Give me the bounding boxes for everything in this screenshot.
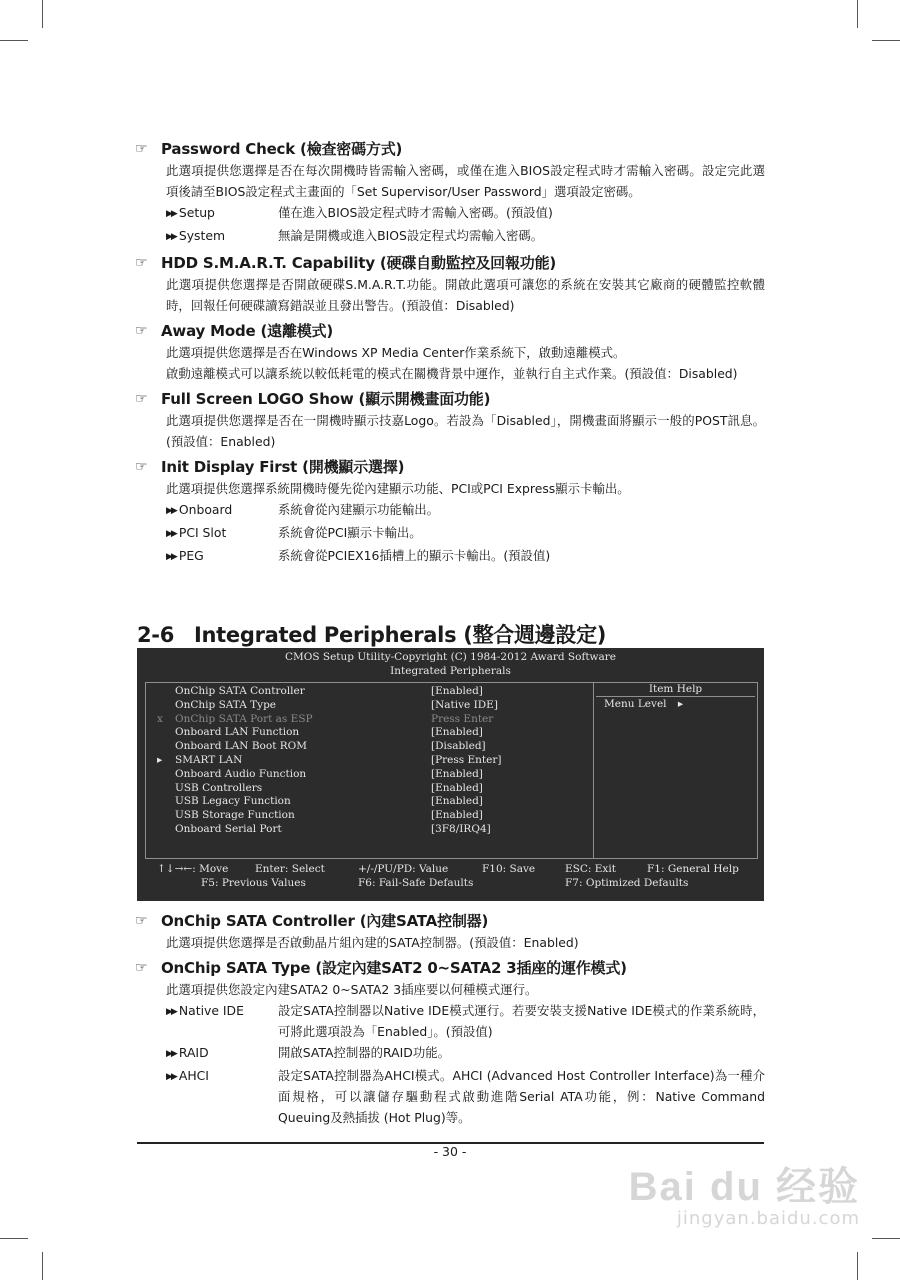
bios-setting-name: OnChip SATA Controller (175, 685, 305, 697)
bios-header-title: CMOS Setup Utility-Copyright (C) 1984-2012 Award Software (284, 651, 617, 663)
option-description: 此選項提供您選擇是否在每次開機時皆需輸入密碼，或僅在進入BIOS設定程式時才需輸入密碼。設定完此選項後請至BIOS設定程式主畫面的「Set Supervisor/User Password」選項設定密碼。 (166, 163, 765, 199)
option-heading (137, 388, 765, 410)
pointing-hand-icon: ☞ (135, 141, 148, 157)
option-choice-value: 系統會從PCI顯示卡輸出。 (278, 525, 422, 540)
option-choice-name: PEG (178, 548, 204, 563)
bios-menu-level (604, 697, 757, 712)
bios-footer-row (157, 862, 764, 876)
bios-setting-value: [Enabled] (431, 767, 483, 780)
footer-key-exit: ESC: Exit (565, 863, 616, 875)
section-title (137, 619, 606, 649)
option-title: OnChip SATA Controller (內建SATA控制器) (161, 912, 489, 930)
option-title: OnChip SATA Type (設定內建SAT2 0~SATA2 3插座的運作模式) (161, 959, 627, 977)
page-number: - 30 - (433, 1144, 467, 1159)
option-choice (166, 1065, 765, 1128)
bios-setting-value: [Enabled] (431, 685, 483, 697)
bios-setting-name: Onboard LAN Function (175, 726, 300, 739)
bios-setting-row (146, 740, 593, 754)
double-arrow-icon: ▶▶ (166, 552, 176, 562)
bios-footer-row (157, 876, 764, 890)
crop-mark (857, 1252, 858, 1280)
option-title: Init Display First (開機顯示選擇) (161, 458, 405, 476)
bios-setting-value: [Press Enter] (431, 753, 502, 766)
footer-key-help: F1: General Help (647, 863, 739, 875)
option-description: 此選項提供您選擇是否啟動晶片組內建的SATA控制器。(預設值：Enabled) (166, 935, 579, 950)
option-choice (166, 202, 765, 225)
bios-screen (137, 648, 764, 901)
bios-setting-value: Press Enter (431, 712, 494, 725)
pointing-hand-icon: ☞ (135, 960, 148, 976)
bios-row-marker: x (157, 712, 163, 725)
option-title: HDD S.M.A.R.T. Capability (硬碟自動監控及回報功能) (161, 254, 557, 272)
option-choice-value: 系統會從內建顯示功能輸出。 (278, 502, 440, 517)
option-choice-value: 僅在進入BIOS設定程式時才需輸入密碼。(預設值) (278, 205, 553, 220)
bios-setting-value: [Enabled] (431, 795, 483, 808)
option-description: 此選項提供您選擇是否在一開機時顯示技嘉Logo。若設為「Disabled」，開機畫面將顯示一般的POST訊息。(預設值：Enabled) (166, 413, 765, 449)
footer-key-previous: F5: Previous Values (201, 877, 306, 889)
bios-setting-value: [Enabled] (431, 726, 483, 739)
footer-key-move: ↑↓→←: Move (157, 863, 229, 875)
footer-key-failsafe: F6: Fail-Safe Defaults (358, 877, 474, 889)
double-arrow-icon: ▶▶ (166, 506, 176, 516)
option-heading (137, 320, 765, 342)
option-heading (137, 456, 765, 478)
option-heading (137, 252, 765, 274)
bios-setting-name: USB Storage Function (175, 809, 295, 822)
pointing-hand-icon: ☞ (135, 459, 148, 475)
option-choice-key (166, 545, 278, 568)
options-top (137, 134, 765, 568)
option-choice-value: 設定SATA控制器為AHCI模式。AHCI (Advanced Host Controller Interface)為一種介面規格，可以讓儲存驅動程式啟動進階Serial ATA功能，例：Native Command Queuing及熱插拔 (Hot Plug)等。 (278, 1068, 765, 1125)
pointing-hand-icon: ☞ (135, 255, 148, 271)
bios-setting-value: [Enabled] (431, 809, 483, 822)
bios-setting-name: Onboard Serial Port (175, 822, 282, 835)
watermark-url: jingyan.baidu.com (676, 1208, 860, 1229)
footer-key-save: F10: Save (482, 863, 536, 875)
pointing-hand-icon: ☞ (135, 391, 148, 407)
bios-setting-name: Onboard LAN Boot ROM (175, 740, 308, 753)
option-choice-key (166, 1042, 278, 1065)
crop-mark (0, 40, 28, 41)
crop-mark (872, 40, 900, 41)
bios-setting-name: OnChip SATA Port as ESP (175, 712, 313, 725)
option-choice-name: RAID (178, 1045, 209, 1060)
option-choice-name: AHCI (178, 1068, 209, 1083)
bios-setting-value: [Native IDE] (431, 698, 498, 711)
watermark (629, 1155, 860, 1229)
bios-setting-row (146, 713, 593, 727)
option-choice-name: PCI Slot (178, 525, 227, 540)
option-choice-key (166, 225, 278, 248)
crop-mark (872, 1238, 900, 1239)
bios-setting-list (146, 685, 593, 837)
menu-level-label: Menu Level (604, 698, 667, 710)
footer-key-optimized: F7: Optimized Defaults (565, 877, 689, 889)
option-choice (166, 1000, 765, 1042)
double-arrow-icon: ▶▶ (166, 1049, 176, 1059)
bios-setting-row (146, 699, 593, 713)
bios-setting-row (146, 768, 593, 782)
crop-mark (42, 0, 43, 28)
crop-mark (42, 1252, 43, 1280)
options-bottom (137, 906, 765, 1128)
option-choice-name: Onboard (178, 502, 233, 517)
watermark-brand: Bai du 经验 (628, 1165, 860, 1209)
option-title: Password Check (檢查密碼方式) (161, 140, 403, 158)
pointing-hand-icon: ☞ (135, 913, 148, 929)
footer-key-select: Enter: Select (255, 863, 325, 875)
option-choice-key (166, 1065, 278, 1128)
option-choice-value: 系統會從PCIEX16插槽上的顯示卡輸出。(預設值) (278, 548, 551, 563)
bios-header-subtitle: Integrated Peripherals (390, 665, 511, 677)
option-choice-name: Native IDE (178, 1003, 244, 1018)
option-title: Full Screen LOGO Show (顯示開機畫面功能) (161, 390, 491, 408)
option-choice-name: System (178, 228, 226, 243)
bios-setting-row (146, 795, 593, 809)
bios-footer (157, 862, 764, 890)
option-choice (166, 225, 765, 248)
option-heading (137, 957, 765, 979)
bios-setting-name: USB Controllers (175, 781, 263, 794)
bios-setting-row (146, 782, 593, 796)
option-choice (166, 522, 765, 545)
bios-help-title: Item Help (596, 683, 755, 697)
bios-setting-row (146, 726, 593, 740)
option-choice-key (166, 1000, 278, 1042)
option-choice-key (166, 522, 278, 545)
bios-setting-name: Onboard Audio Function (175, 767, 307, 780)
double-arrow-icon: ▶▶ (166, 232, 176, 242)
crop-mark (857, 0, 858, 28)
option-description: 此選項提供您設定內建SATA2 0~SATA2 3插座要以何種模式運行。 (166, 982, 538, 997)
option-description: 啟動遠離模式可以讓系統以較低耗電的模式在關機背景中運作，並執行自主式作業。(預設值：Disabled) (166, 366, 738, 381)
bios-setting-value: [Disabled] (431, 740, 486, 753)
pointing-hand-icon: ☞ (135, 323, 148, 339)
bios-setting-name: OnChip SATA Type (175, 698, 277, 711)
bios-setting-value: [Enabled] (431, 781, 483, 794)
option-title: Away Mode (遠離模式) (161, 322, 334, 340)
bios-setting-name: USB Legacy Function (175, 795, 291, 808)
option-choice (166, 499, 765, 522)
bios-help-panel (594, 683, 757, 712)
option-choice-value: 設定SATA控制器以Native IDE模式運行。若要安裝支援Native IDE模式的作業系統時，可將此選項設為「Enabled」。(預設值) (278, 1003, 765, 1039)
option-description: 此選項提供您選擇系統開機時優先從內建顯示功能、PCI或PCI Express顯示卡輸出。 (166, 481, 630, 496)
section-number: 2-6 (137, 623, 175, 647)
option-choice-key (166, 202, 278, 225)
bios-panel (145, 682, 758, 859)
double-arrow-icon: ▶▶ (166, 209, 176, 219)
option-choice (166, 1042, 765, 1065)
double-arrow-icon: ▶▶ (166, 529, 176, 539)
bios-setting-row (146, 685, 593, 699)
section-heading: Integrated Peripherals (整合週邊設定) (194, 623, 607, 647)
bios-setting-name: SMART LAN (175, 753, 243, 766)
bios-setting-value: [3F8/IRQ4] (431, 822, 491, 835)
double-arrow-icon: ▶▶ (166, 1072, 176, 1082)
option-choice-value: 開啟SATA控制器的RAID功能。 (278, 1045, 450, 1060)
option-heading (137, 910, 765, 932)
bios-setting-row (146, 809, 593, 823)
triangle-right-icon: ▸ (677, 698, 684, 710)
crop-mark (0, 1238, 28, 1239)
double-arrow-icon: ▶▶ (166, 1007, 176, 1017)
option-description: 此選項提供您選擇是否在Windows XP Media Center作業系統下，啟動遠離模式。 (166, 345, 626, 360)
option-choice-key (166, 499, 278, 522)
footer-key-value: +/-/PU/PD: Value (358, 863, 449, 875)
option-description: 此選項提供您選擇是否開啟硬碟S.M.A.R.T.功能。開啟此選項可讓您的系統在安裝其它廠商的硬體監控軟體時，回報任何硬碟讀寫錯誤並且發出警告。(預設值：Disabled) (166, 277, 765, 313)
option-choice-value: 無論是開機或進入BIOS設定程式均需輸入密碼。 (278, 228, 544, 243)
option-choice-name: Setup (178, 205, 215, 220)
bios-row-marker: ▸ (157, 753, 163, 766)
bios-setting-row (146, 823, 593, 837)
bios-setting-row (146, 754, 593, 768)
option-heading (137, 138, 765, 160)
option-choice (166, 545, 765, 568)
